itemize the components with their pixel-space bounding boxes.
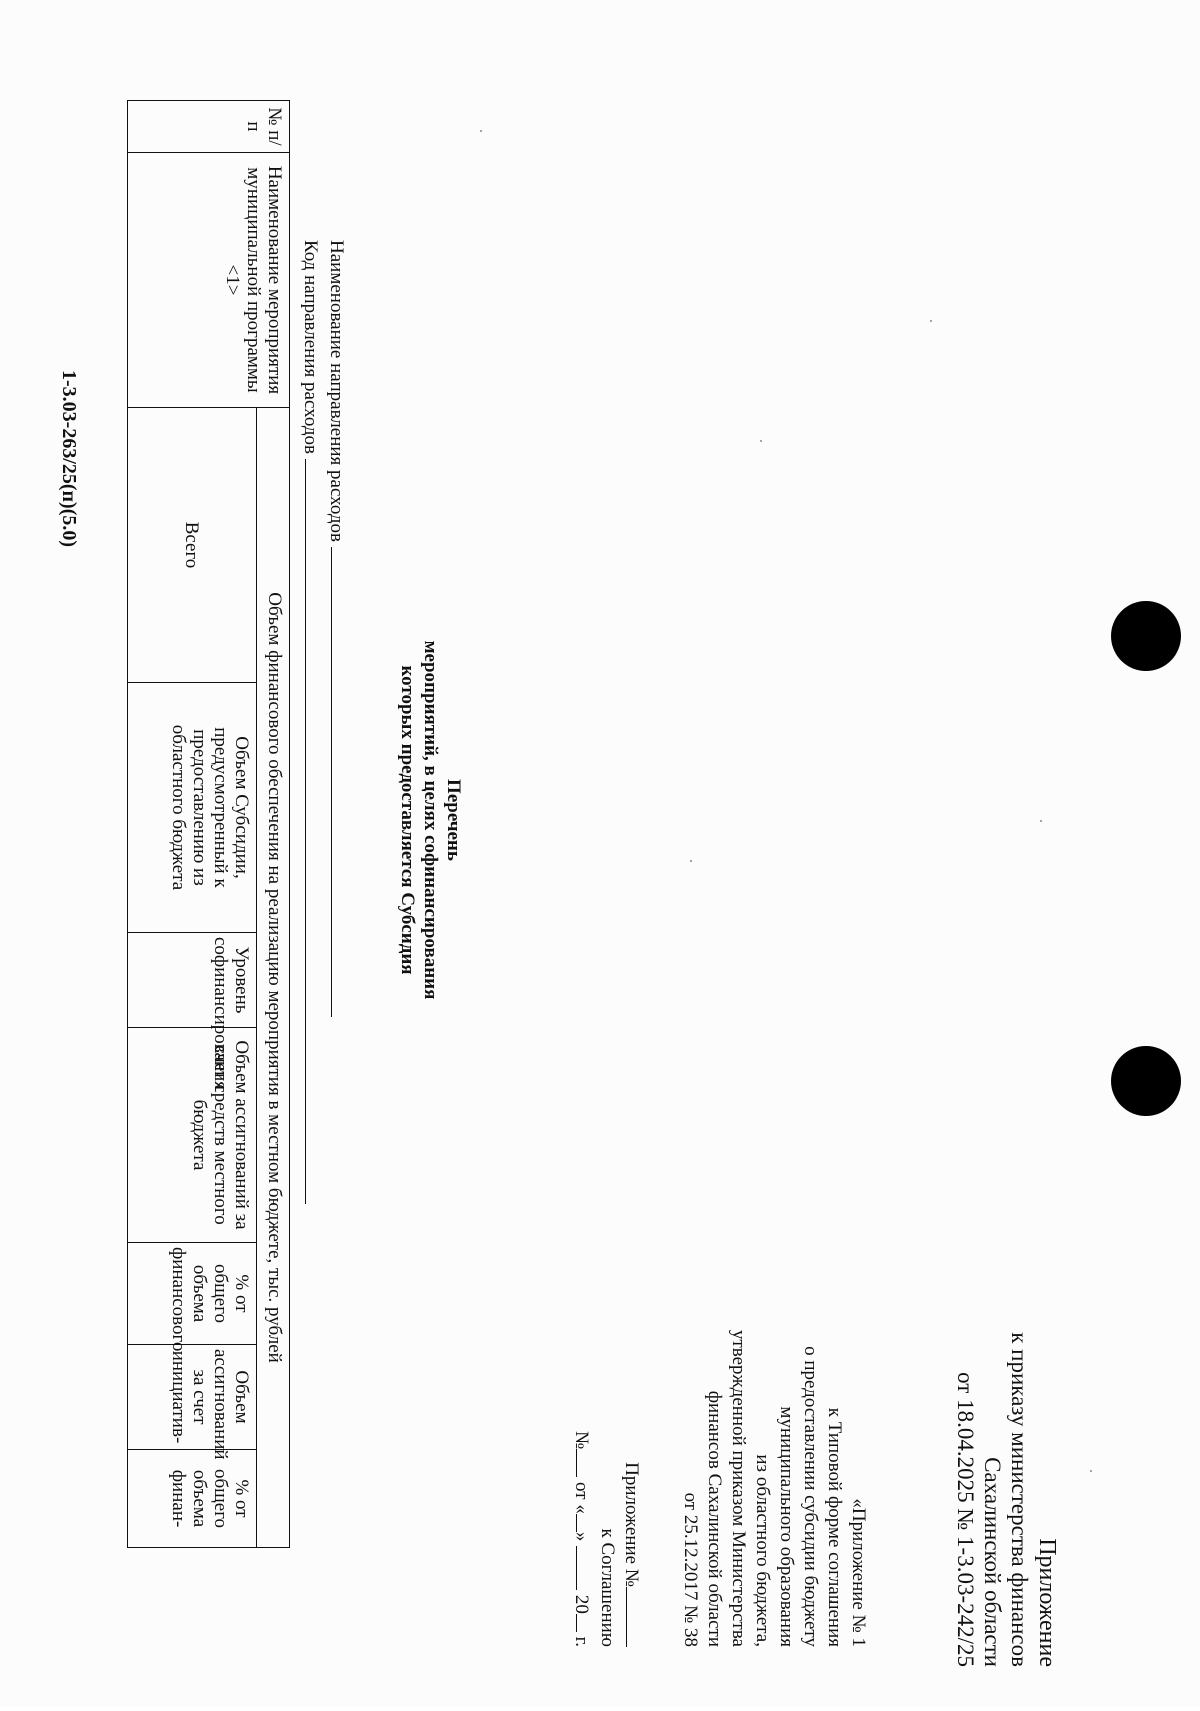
header-cell-subsidy: Объем Субсидии, предусмотренный к предоставлению из областного бюджета [128,683,257,933]
order-header [952,1187,1060,1667]
blank-line [576,1614,595,1632]
subheader-line: из областного бюджета, [752,1454,773,1647]
header-cell-num: № п/п [128,101,290,153]
table-spacer [128,1548,290,1711]
title-line: которых предоставляется Субсидия [397,665,418,975]
header-line: к приказу министерства финансов [1007,1332,1032,1667]
measures-table [127,100,290,1711]
header-line: Приложение [1034,1538,1060,1667]
subheader-line: утвержденной приказом Министерства [728,1329,749,1647]
title-line: Перечень [443,779,464,861]
direction-name-blank [331,547,350,1017]
blank-line [576,1449,595,1477]
direction-name-label: Наименование направления расходов [326,240,347,543]
header-cell-local-budget: Объем ассигнований за счет средств местного бюджета [128,1028,257,1243]
header-cell-percent-financing: % от общего объема финансового [128,1243,257,1345]
agreement-label: к Соглашению [597,1528,618,1647]
header-cell-name: Наименование мероприятия муниципальной программы <1> [128,153,290,408]
subheader-line: к Типовой форме соглашения [824,1407,845,1647]
header-line: Сахалинской области [980,1457,1005,1667]
appendix-subheader [678,1187,870,1647]
direction-code-blank [305,459,324,1204]
document-title [396,560,465,1080]
subheader-line: о предоставлении субсидии бюджету [800,1346,821,1647]
agreement-reference [569,1227,645,1647]
agreement-date-label: от « [571,1482,592,1514]
subheader-line: муниципального образования [776,1406,797,1647]
direction-code-label: Код направления расходов [300,240,321,454]
document-code: 1-3.03-263/25(п)(5.0) [58,370,80,548]
year-suffix: г. [571,1636,592,1647]
subheader-line: «Приложение № 1 [848,1498,869,1647]
blank-line [626,1587,645,1647]
table-header-row [257,101,290,1711]
title-line: мероприятий, в целях софинансирования [420,640,441,1000]
subheader-line: финансов Сахалинской области [704,1390,725,1647]
header-line: от 18.04.2025 № 1-3.03-242/25 [953,1372,978,1667]
quote-mark: » [571,1531,592,1542]
subheader-line: от 25.12.2017 № 38 [680,1492,701,1647]
year-prefix: 20 [571,1594,592,1614]
header-cell-cofinancing-level: Уровень софинансирования [128,933,257,1028]
blank-line [576,1514,595,1532]
blank-line [576,1546,595,1590]
direction-code-row [299,240,324,1204]
direction-name-row [325,240,350,1017]
agreement-appendix-label: Приложение № [621,1462,642,1587]
header-cell-initiative: Объем ассигнований за счет инициатив- [128,1345,257,1450]
agreement-number-label: № [571,1431,592,1450]
header-cell-group: Объем финансового обеспечения на реализацию мероприятия в местном бюджете, тыс. рублей [257,408,290,1548]
header-cell-percent-financing-2: % от общего объема финан- [128,1450,257,1548]
header-cell-total: Всего [128,408,257,683]
